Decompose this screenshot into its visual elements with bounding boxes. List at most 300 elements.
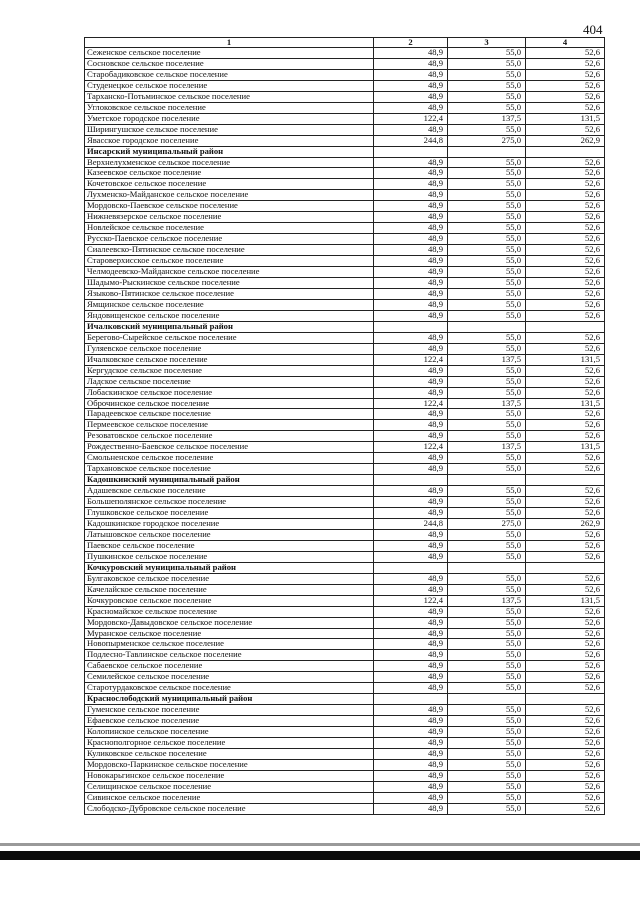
value-col-4: 52,6 [526, 672, 605, 683]
settlement-name: Паевское сельское поселение [85, 540, 374, 551]
table-row [85, 661, 605, 672]
value-col-3: 55,0 [448, 343, 526, 354]
value-col-3: 55,0 [448, 738, 526, 749]
value-col-2: 48,9 [374, 486, 448, 497]
empty-cell [526, 146, 605, 157]
settlement-name: Оброчинское сельское поселение [85, 398, 374, 409]
value-col-3: 55,0 [448, 223, 526, 234]
district-name: Ичалковский муниципальный район [85, 321, 374, 332]
table-row [85, 595, 605, 606]
value-col-4: 52,6 [526, 781, 605, 792]
value-col-4: 131,5 [526, 595, 605, 606]
value-col-2: 48,9 [374, 508, 448, 519]
table-row [85, 486, 605, 497]
table-row [85, 431, 605, 442]
value-col-2: 48,9 [374, 267, 448, 278]
value-col-3: 55,0 [448, 497, 526, 508]
value-col-2: 48,9 [374, 168, 448, 179]
value-col-4: 52,6 [526, 310, 605, 321]
value-col-4: 262,9 [526, 518, 605, 529]
settlement-name: Сеженское сельское поселение [85, 48, 374, 59]
table-row [85, 529, 605, 540]
header-col-2: 2 [374, 38, 448, 48]
table-row [85, 749, 605, 760]
table-row [85, 716, 605, 727]
empty-cell [448, 562, 526, 573]
value-col-2: 48,9 [374, 781, 448, 792]
value-col-3: 55,0 [448, 486, 526, 497]
empty-cell [448, 694, 526, 705]
value-col-2: 48,9 [374, 650, 448, 661]
table-row [85, 135, 605, 146]
settlement-name: Красномайское сельское поселение [85, 606, 374, 617]
district-header-row [85, 694, 605, 705]
table-row [85, 48, 605, 59]
settlement-name: Казеевское сельское поселение [85, 168, 374, 179]
value-col-4: 52,6 [526, 256, 605, 267]
value-col-2: 48,9 [374, 617, 448, 628]
table-row [85, 113, 605, 124]
settlement-name: Русско-Паевское сельское поселение [85, 234, 374, 245]
table-row [85, 759, 605, 770]
value-col-4: 52,6 [526, 267, 605, 278]
value-col-3: 55,0 [448, 310, 526, 321]
value-col-4: 52,6 [526, 245, 605, 256]
settlement-name: Парадеевское сельское поселение [85, 409, 374, 420]
value-col-2: 48,9 [374, 299, 448, 310]
value-col-4: 52,6 [526, 278, 605, 289]
table-row [85, 310, 605, 321]
value-col-4: 262,9 [526, 135, 605, 146]
table-row [85, 69, 605, 80]
table-row [85, 420, 605, 431]
table-row [85, 354, 605, 365]
table-row [85, 781, 605, 792]
value-col-2: 48,9 [374, 91, 448, 102]
empty-cell [374, 562, 448, 573]
value-col-4: 52,6 [526, 464, 605, 475]
settlement-name: Яндовищенское сельское поселение [85, 310, 374, 321]
value-col-3: 55,0 [448, 387, 526, 398]
table-row [85, 212, 605, 223]
value-col-4: 52,6 [526, 540, 605, 551]
value-col-3: 55,0 [448, 650, 526, 661]
value-col-4: 131,5 [526, 442, 605, 453]
value-col-4: 52,6 [526, 299, 605, 310]
table-row [85, 332, 605, 343]
value-col-2: 48,9 [374, 628, 448, 639]
value-col-4: 52,6 [526, 365, 605, 376]
value-col-3: 137,5 [448, 442, 526, 453]
value-col-2: 122,4 [374, 398, 448, 409]
settlement-name: Языково-Пятинское сельское поселение [85, 288, 374, 299]
table-row [85, 551, 605, 562]
value-col-3: 55,0 [448, 573, 526, 584]
settlement-name: Гуменское сельское поселение [85, 705, 374, 716]
value-col-2: 48,9 [374, 58, 448, 69]
settlement-name: Сивинское сельское поселение [85, 792, 374, 803]
empty-cell [374, 146, 448, 157]
settlement-name: Мордовско-Давыдовское сельское поселение [85, 617, 374, 628]
empty-cell [448, 321, 526, 332]
value-col-3: 55,0 [448, 420, 526, 431]
settlement-name: Колопинское сельское поселение [85, 727, 374, 738]
header-col-1: 1 [85, 38, 374, 48]
value-col-2: 48,9 [374, 157, 448, 168]
scan-edge-shadow [0, 843, 640, 846]
value-col-3: 55,0 [448, 376, 526, 387]
value-col-2: 122,4 [374, 354, 448, 365]
value-col-2: 48,9 [374, 749, 448, 760]
value-col-4: 52,6 [526, 387, 605, 398]
value-col-4: 52,6 [526, 661, 605, 672]
value-col-4: 52,6 [526, 551, 605, 562]
value-col-3: 55,0 [448, 91, 526, 102]
settlement-name: Краснополгорное сельское поселение [85, 738, 374, 749]
value-col-2: 48,9 [374, 332, 448, 343]
value-col-4: 52,6 [526, 420, 605, 431]
settlement-name: Подлесно-Тавлинское сельское поселение [85, 650, 374, 661]
settlement-name: Ладское сельское поселение [85, 376, 374, 387]
value-col-2: 122,4 [374, 595, 448, 606]
table-row [85, 518, 605, 529]
table-row [85, 672, 605, 683]
document-table-container [84, 37, 604, 815]
table-row [85, 738, 605, 749]
value-col-3: 275,0 [448, 518, 526, 529]
settlement-name: Резоватовское сельское поселение [85, 431, 374, 442]
table-row [85, 245, 605, 256]
value-col-4: 52,6 [526, 584, 605, 595]
table-row [85, 508, 605, 519]
table-row [85, 497, 605, 508]
settlement-name: Ичалковское сельское поселение [85, 354, 374, 365]
table-row [85, 803, 605, 814]
settlement-name: Мордовско-Паевское сельское поселение [85, 201, 374, 212]
settlement-name: Пушкинское сельское поселение [85, 551, 374, 562]
value-col-3: 55,0 [448, 606, 526, 617]
value-col-3: 55,0 [448, 453, 526, 464]
value-col-2: 48,9 [374, 529, 448, 540]
value-col-2: 48,9 [374, 464, 448, 475]
value-col-2: 48,9 [374, 683, 448, 694]
value-col-4: 52,6 [526, 332, 605, 343]
settlement-name: Пермеевское сельское поселение [85, 420, 374, 431]
value-col-3: 55,0 [448, 803, 526, 814]
settlement-name: Лобаскинское сельское поселение [85, 387, 374, 398]
table-row [85, 792, 605, 803]
value-col-4: 52,6 [526, 628, 605, 639]
value-col-4: 52,6 [526, 759, 605, 770]
value-col-2: 48,9 [374, 245, 448, 256]
settlement-name: Старобадиковское сельское поселение [85, 69, 374, 80]
settlement-name: Явасское городское поселение [85, 135, 374, 146]
value-col-4: 52,6 [526, 234, 605, 245]
value-col-3: 55,0 [448, 256, 526, 267]
settlement-name: Ямщинское сельское поселение [85, 299, 374, 310]
value-col-4: 52,6 [526, 102, 605, 113]
value-col-3: 55,0 [448, 540, 526, 551]
page-number: 404 [583, 22, 603, 37]
value-col-4: 52,6 [526, 91, 605, 102]
empty-cell [526, 321, 605, 332]
value-col-3: 55,0 [448, 770, 526, 781]
settlement-name: Сосновское сельское поселение [85, 58, 374, 69]
settlement-name: Большеполянское сельское поселение [85, 497, 374, 508]
table-row [85, 650, 605, 661]
settlement-name: Сабаевское сельское поселение [85, 661, 374, 672]
value-col-4: 52,6 [526, 376, 605, 387]
value-col-2: 244,8 [374, 135, 448, 146]
value-col-4: 52,6 [526, 190, 605, 201]
value-col-2: 48,9 [374, 387, 448, 398]
table-row [85, 190, 605, 201]
settlement-name: Старотурдаковское сельское поселение [85, 683, 374, 694]
settlement-name: Студенецкое сельское поселение [85, 80, 374, 91]
value-col-4: 52,6 [526, 716, 605, 727]
value-col-4: 52,6 [526, 683, 605, 694]
value-col-4: 52,6 [526, 223, 605, 234]
value-col-4: 52,6 [526, 727, 605, 738]
value-col-4: 52,6 [526, 738, 605, 749]
value-col-2: 48,9 [374, 759, 448, 770]
value-col-2: 48,9 [374, 727, 448, 738]
settlement-name: Рождественно-Баевское сельское поселение [85, 442, 374, 453]
table-row [85, 80, 605, 91]
value-col-4: 52,6 [526, 705, 605, 716]
value-col-4: 52,6 [526, 212, 605, 223]
value-col-3: 55,0 [448, 267, 526, 278]
settlement-name: Кергудское сельское поселение [85, 365, 374, 376]
value-col-3: 55,0 [448, 617, 526, 628]
table-row [85, 573, 605, 584]
empty-cell [374, 475, 448, 486]
settlement-name: Кочетовское сельское поселение [85, 179, 374, 190]
value-col-2: 122,4 [374, 442, 448, 453]
value-col-3: 55,0 [448, 792, 526, 803]
district-header-row [85, 321, 605, 332]
district-name: Инсарский муниципальный район [85, 146, 374, 157]
empty-cell [526, 475, 605, 486]
value-col-4: 52,6 [526, 617, 605, 628]
value-col-4: 52,6 [526, 573, 605, 584]
value-col-3: 55,0 [448, 716, 526, 727]
header-col-3: 3 [448, 38, 526, 48]
value-col-4: 52,6 [526, 431, 605, 442]
value-col-3: 55,0 [448, 639, 526, 650]
value-col-3: 55,0 [448, 124, 526, 135]
table-row [85, 584, 605, 595]
value-col-2: 48,9 [374, 551, 448, 562]
district-header-row [85, 475, 605, 486]
value-col-4: 131,5 [526, 113, 605, 124]
table-row [85, 453, 605, 464]
table-row [85, 639, 605, 650]
scan-bottom-bar [0, 851, 640, 860]
value-col-3: 137,5 [448, 595, 526, 606]
settlement-name: Слободско-Дубровское сельское поселение [85, 803, 374, 814]
table-row [85, 58, 605, 69]
value-col-3: 55,0 [448, 749, 526, 760]
value-col-2: 48,9 [374, 573, 448, 584]
value-col-3: 55,0 [448, 179, 526, 190]
value-col-3: 55,0 [448, 48, 526, 59]
value-col-3: 55,0 [448, 58, 526, 69]
value-col-4: 52,6 [526, 58, 605, 69]
value-col-2: 48,9 [374, 212, 448, 223]
value-col-2: 48,9 [374, 792, 448, 803]
table-row [85, 267, 605, 278]
value-col-3: 55,0 [448, 278, 526, 289]
value-col-4: 52,6 [526, 69, 605, 80]
value-col-3: 55,0 [448, 781, 526, 792]
value-col-4: 52,6 [526, 157, 605, 168]
value-col-2: 48,9 [374, 738, 448, 749]
value-col-4: 52,6 [526, 343, 605, 354]
value-col-2: 48,9 [374, 190, 448, 201]
value-col-2: 48,9 [374, 234, 448, 245]
value-col-3: 55,0 [448, 190, 526, 201]
settlement-name: Сиалеевско-Пятинское сельское поселение [85, 245, 374, 256]
settlement-name: Уметское городское поселение [85, 113, 374, 124]
settlement-name: Семилейское сельское поселение [85, 672, 374, 683]
value-col-3: 55,0 [448, 332, 526, 343]
table-row [85, 727, 605, 738]
value-col-2: 48,9 [374, 770, 448, 781]
settlement-name: Углоковское сельское поселение [85, 102, 374, 113]
table-row [85, 256, 605, 267]
table-row [85, 442, 605, 453]
value-col-3: 55,0 [448, 705, 526, 716]
table-row [85, 234, 605, 245]
value-col-2: 48,9 [374, 606, 448, 617]
settlement-name: Адашевское сельское поселение [85, 486, 374, 497]
value-col-2: 48,9 [374, 672, 448, 683]
value-col-2: 48,9 [374, 69, 448, 80]
empty-cell [374, 694, 448, 705]
district-header-row [85, 146, 605, 157]
value-col-3: 55,0 [448, 508, 526, 519]
value-col-3: 55,0 [448, 80, 526, 91]
value-col-4: 52,6 [526, 606, 605, 617]
value-col-2: 48,9 [374, 365, 448, 376]
value-col-4: 52,6 [526, 770, 605, 781]
value-col-2: 48,9 [374, 124, 448, 135]
value-col-4: 52,6 [526, 792, 605, 803]
value-col-3: 55,0 [448, 157, 526, 168]
value-col-4: 131,5 [526, 398, 605, 409]
value-col-3: 55,0 [448, 234, 526, 245]
table-row [85, 201, 605, 212]
settlement-name: Берегово-Сырейское сельское поселение [85, 332, 374, 343]
district-header-row [85, 562, 605, 573]
settlement-name: Челмодеевско-Майданское сельское поселение [85, 267, 374, 278]
settlement-name: Мордовско-Паркинское сельское поселение [85, 759, 374, 770]
district-name: Краснослободский муниципальный район [85, 694, 374, 705]
table-row [85, 223, 605, 234]
value-col-3: 55,0 [448, 672, 526, 683]
empty-cell [526, 694, 605, 705]
settlement-name: Новлейское сельское поселение [85, 223, 374, 234]
value-col-2: 48,9 [374, 453, 448, 464]
value-col-2: 122,4 [374, 113, 448, 124]
value-col-2: 48,9 [374, 278, 448, 289]
settlement-name: Куликовское сельское поселение [85, 749, 374, 760]
value-col-4: 52,6 [526, 803, 605, 814]
value-col-4: 52,6 [526, 508, 605, 519]
value-col-2: 48,9 [374, 409, 448, 420]
value-col-3: 137,5 [448, 354, 526, 365]
value-col-3: 55,0 [448, 288, 526, 299]
settlement-name: Новопырменское сельское поселение [85, 639, 374, 650]
value-col-2: 48,9 [374, 584, 448, 595]
value-col-2: 48,9 [374, 256, 448, 267]
value-col-4: 52,6 [526, 749, 605, 760]
value-col-3: 55,0 [448, 102, 526, 113]
value-col-3: 55,0 [448, 661, 526, 672]
table-row [85, 540, 605, 551]
settlement-name: Лухменско-Майданское сельское поселение [85, 190, 374, 201]
settlement-name: Новокарьгинское сельское поселение [85, 770, 374, 781]
table-row [85, 617, 605, 628]
value-col-3: 55,0 [448, 299, 526, 310]
value-col-2: 48,9 [374, 661, 448, 672]
value-col-4: 131,5 [526, 354, 605, 365]
value-col-2: 48,9 [374, 310, 448, 321]
value-col-2: 48,9 [374, 540, 448, 551]
table-row [85, 705, 605, 716]
settlement-name: Староверхисское сельское поселение [85, 256, 374, 267]
table-row [85, 628, 605, 639]
empty-cell [526, 562, 605, 573]
value-col-3: 55,0 [448, 584, 526, 595]
settlement-name: Верхнелухменское сельское поселение [85, 157, 374, 168]
empty-cell [448, 146, 526, 157]
value-col-3: 275,0 [448, 135, 526, 146]
table-row [85, 288, 605, 299]
value-col-3: 55,0 [448, 759, 526, 770]
district-name: Кочкуровский муниципальный район [85, 562, 374, 573]
table-row [85, 179, 605, 190]
table-row [85, 343, 605, 354]
settlement-name: Качелайское сельское поселение [85, 584, 374, 595]
table-row [85, 464, 605, 475]
table-row [85, 91, 605, 102]
settlement-name: Муранское сельское поселение [85, 628, 374, 639]
value-col-2: 48,9 [374, 803, 448, 814]
value-col-3: 55,0 [448, 628, 526, 639]
value-col-3: 55,0 [448, 727, 526, 738]
table-row [85, 278, 605, 289]
table-row [85, 376, 605, 387]
settlement-name: Гуляевское сельское поселение [85, 343, 374, 354]
value-col-3: 137,5 [448, 113, 526, 124]
table-header-row [85, 38, 605, 48]
value-col-3: 55,0 [448, 409, 526, 420]
district-name: Кадошкинский муниципальный район [85, 475, 374, 486]
value-col-3: 55,0 [448, 69, 526, 80]
table-row [85, 299, 605, 310]
value-col-3: 55,0 [448, 365, 526, 376]
value-col-2: 48,9 [374, 639, 448, 650]
value-col-3: 55,0 [448, 245, 526, 256]
settlement-name: Тархановское сельское поселение [85, 464, 374, 475]
value-col-3: 55,0 [448, 464, 526, 475]
table-row [85, 102, 605, 113]
value-col-2: 48,9 [374, 201, 448, 212]
settlement-name: Глушковское сельское поселение [85, 508, 374, 519]
table-row [85, 770, 605, 781]
